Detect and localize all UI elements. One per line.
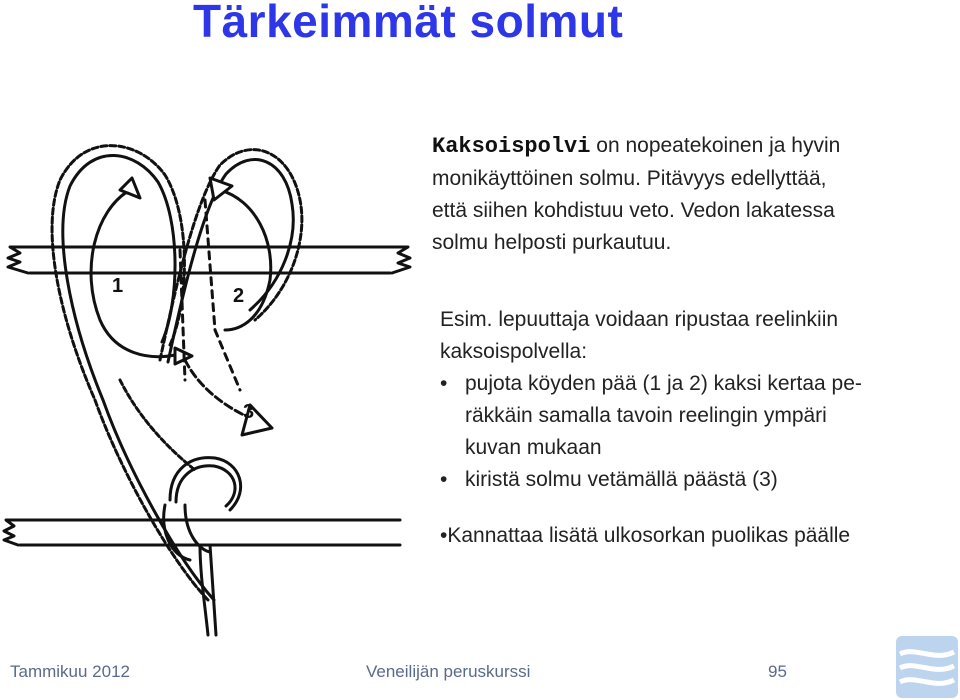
final-bullet: •Kannattaa lisätä ulkosorkan puolikas päälle: [440, 524, 851, 547]
intro-line-4: solmu helposti purkautuu.: [432, 231, 672, 254]
footer-course: Veneilijän peruskurssi: [366, 662, 531, 681]
rail-top-left-break: [8, 247, 30, 273]
intro-line-3: että siihen kohdistuu veto. Vedon lakatessa: [432, 199, 835, 222]
intro-bold: Kaksoispolvi: [432, 134, 591, 159]
intro-line-2: monikäyttöinen solmu. Pitävyys edellyttää,: [432, 167, 827, 190]
bullet-1-line-2: räkkäin samalla tavoin reelingin ympäri: [465, 404, 827, 427]
label-1: 1: [112, 275, 124, 297]
rail-bottom-left-break: [4, 520, 20, 545]
bullet-1-line-3: kuvan mukaan: [465, 436, 602, 459]
bullet-dot: •: [440, 468, 448, 491]
rope-inner-2: [220, 190, 271, 330]
organization-logo-icon: [896, 636, 958, 698]
intro-line-1: on nopeatekoinen ja hyvin: [590, 134, 841, 157]
bullet-2-line-1: kiristä solmu vetämällä päästä (3): [465, 468, 778, 491]
label-2: 2: [233, 285, 245, 307]
rail-bottom: [20, 520, 400, 545]
knot-illustration: [0, 0, 430, 640]
label-3: 3: [243, 401, 255, 423]
footer-date: Tammikuu 2012: [10, 662, 131, 681]
slide-title: Tärkeimmät solmut: [193, 0, 624, 47]
bullet-dot: •: [440, 372, 448, 395]
footer-page-number: 95: [768, 662, 787, 681]
example-line-2: kaksoispolvella:: [440, 340, 588, 363]
example-paragraph: [440, 304, 838, 368]
intro-paragraph: [432, 130, 952, 259]
example-line-1: Esim. lepuuttaja voidaan ripustaa reelinkiin: [440, 308, 839, 331]
rope-bottom-tail: [200, 545, 216, 635]
rail-top-right-break: [390, 247, 410, 273]
bullet-1-line-1: pujota köyden pää (1 ja 2) kaksi kertaa pe-: [465, 372, 862, 395]
